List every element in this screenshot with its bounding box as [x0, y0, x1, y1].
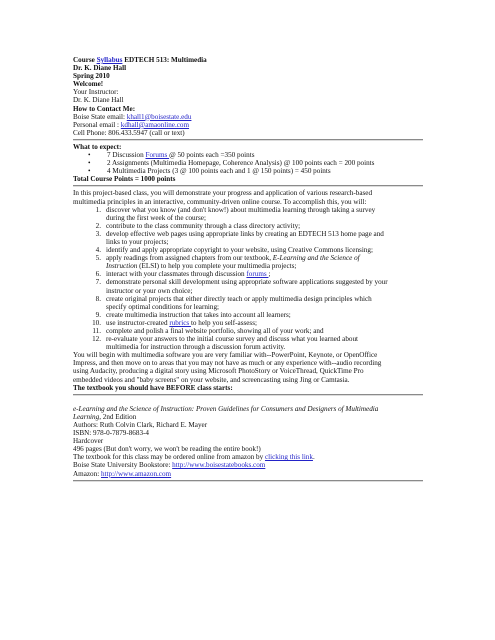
list-item: • 4 Multimedia Projects (3 @ 100 points each and 1 @ 150 points) = 450 points	[73, 167, 423, 175]
list-item: 10. use instructor-created rubrics to help you self-assess;	[92, 318, 257, 327]
list-item: 12. re-evaluate your answers to the initial course survey and discuss what you learned about multimedia for instruction through a discussion forum activity.	[92, 335, 359, 352]
textbook-order: The textbook for this class may be ordered online from amazon by clicking this link.	[73, 453, 315, 462]
personal-email-link[interactable]: kdhall@amaonline.com	[120, 120, 190, 129]
list-item: • 7 Discussion Forums @ 50 points each =350 points	[73, 151, 423, 159]
software-line: using Audacity, producing a digital story using Microsoft PhotoStory or VoiceThread, QuickTime Pro	[73, 367, 364, 376]
list-item: 2. contribute to the class community through a class directory activity;	[95, 221, 301, 230]
intro-line: In this project-based class, you will demonstrate your progress and application of various research-based	[73, 189, 373, 198]
boise-email-row: Boise State email: khall1@boisestate.edu	[73, 112, 192, 121]
forums-link[interactable]: forums	[246, 270, 269, 279]
your-instructor-label: Your Instructor:	[73, 88, 119, 97]
list-item: 1. discover what you know (and don't know!) about multimedia learning through taking a survey during the first week of the course;	[95, 205, 376, 222]
list-item: 7. demonstrate personal skill development using appropriate software applications suggested by your instructor or your own choice;	[95, 278, 388, 295]
divider	[73, 185, 423, 187]
textbook-heading: The textbook you should have BEFORE class starts:	[73, 383, 233, 392]
amazon-row: Amazon: http://www.amazon.com	[73, 469, 172, 478]
total-points: Total Course Points = 1000 points	[73, 175, 176, 184]
textbook-title: e-Learning and the Science of Instruction: Proven Guidelines for Consumers and Designers of Multimedia	[73, 404, 379, 413]
software-line: You will begin with multimedia software you are very familiar with--PowerPoint, Keynote, or OpenOffice	[73, 351, 378, 360]
software-line: embedded videos and "baby screens" on your website, and screencasting using Jing or Camtasia.	[73, 375, 350, 384]
textbook-isbn: ISBN: 978-0-7879-8683-4	[73, 429, 149, 438]
textbook-title-cont: Learning, 2nd Edition	[73, 412, 137, 421]
bookstore-row: Boise State University Bookstore: http://www.boisestatebooks.com	[73, 461, 266, 470]
contact-heading: How to Contact Me:	[73, 104, 136, 113]
personal-email-row: Personal email : kdhall@amaonline.com	[73, 120, 190, 129]
bookstore-link[interactable]: http://www.boisestatebooks.com	[172, 461, 266, 470]
cell-phone: Cell Phone: 806.433.5947 (call or text)	[73, 128, 185, 137]
order-link[interactable]: clicking this link	[264, 453, 313, 462]
expect-heading: What to expect:	[73, 142, 122, 151]
welcome: Welcome!	[73, 80, 104, 89]
list-item: 5. apply readings from assigned chapters from our textbook, E-Learning and the Science of Instruction (ELSI) to help you complete your multimedia projects;	[95, 254, 360, 271]
list-item: 6. interact with your classmates through discussion forums ;	[95, 270, 271, 279]
expect-list	[73, 151, 423, 175]
list-item: 11. complete and polish a final website portfolio, showing all of your work; and	[92, 327, 324, 335]
list-item: 8. create original projects that either directly teach or apply multimedia design principles which specify optimal conditions for learning;	[95, 294, 372, 311]
instructor-name: Dr. K. Diane Hall	[73, 96, 124, 105]
course-title: Course Syllabus EDTECH 513: Multimedia	[73, 56, 207, 64]
amazon-link[interactable]: http://www.amazon.com	[100, 469, 172, 478]
textbook-format: Hardcover	[73, 437, 104, 446]
syllabus-link[interactable]: Syllabus	[96, 56, 123, 64]
textbook-pages: 496 pages (But don't worry, we won't be reading the entire book!)	[73, 445, 261, 454]
syllabus-page	[73, 56, 423, 484]
forums-link[interactable]: Forums	[145, 151, 170, 160]
divider	[73, 139, 423, 141]
list-item: 3. develop effective web pages using appropriate links by creating an EDTECH 513 home page and links to your projects;	[95, 229, 384, 246]
rubrics-link[interactable]: rubrics	[169, 318, 191, 327]
list-item: 9. create multimedia instruction that takes into account all learners;	[95, 310, 291, 319]
divider	[73, 480, 423, 482]
objectives-list	[73, 206, 423, 352]
list-item: • 2 Assignments (Multimedia Homepage, Coherence Analysis) @ 100 points each = 200 points	[73, 159, 423, 167]
instructor-heading: Dr. K. Diane Hall	[73, 64, 127, 73]
intro-line: multimedia principles in an interactive, community-driven online course. To accomplish this, you will:	[73, 197, 367, 206]
term: Spring 2010	[73, 72, 110, 81]
list-item: 4. identify and apply appropriate copyright to your website, using Creative Commons licensing;	[95, 246, 373, 255]
boise-email-link[interactable]: khall1@boisestate.edu	[126, 112, 192, 121]
software-line: Impress, and then move on to areas that you may not have as much or any experience with--audio recording	[73, 359, 382, 368]
textbook-authors: Authors: Ruth Colvin Clark, Richard E. Mayer	[73, 420, 208, 429]
divider	[73, 394, 423, 396]
